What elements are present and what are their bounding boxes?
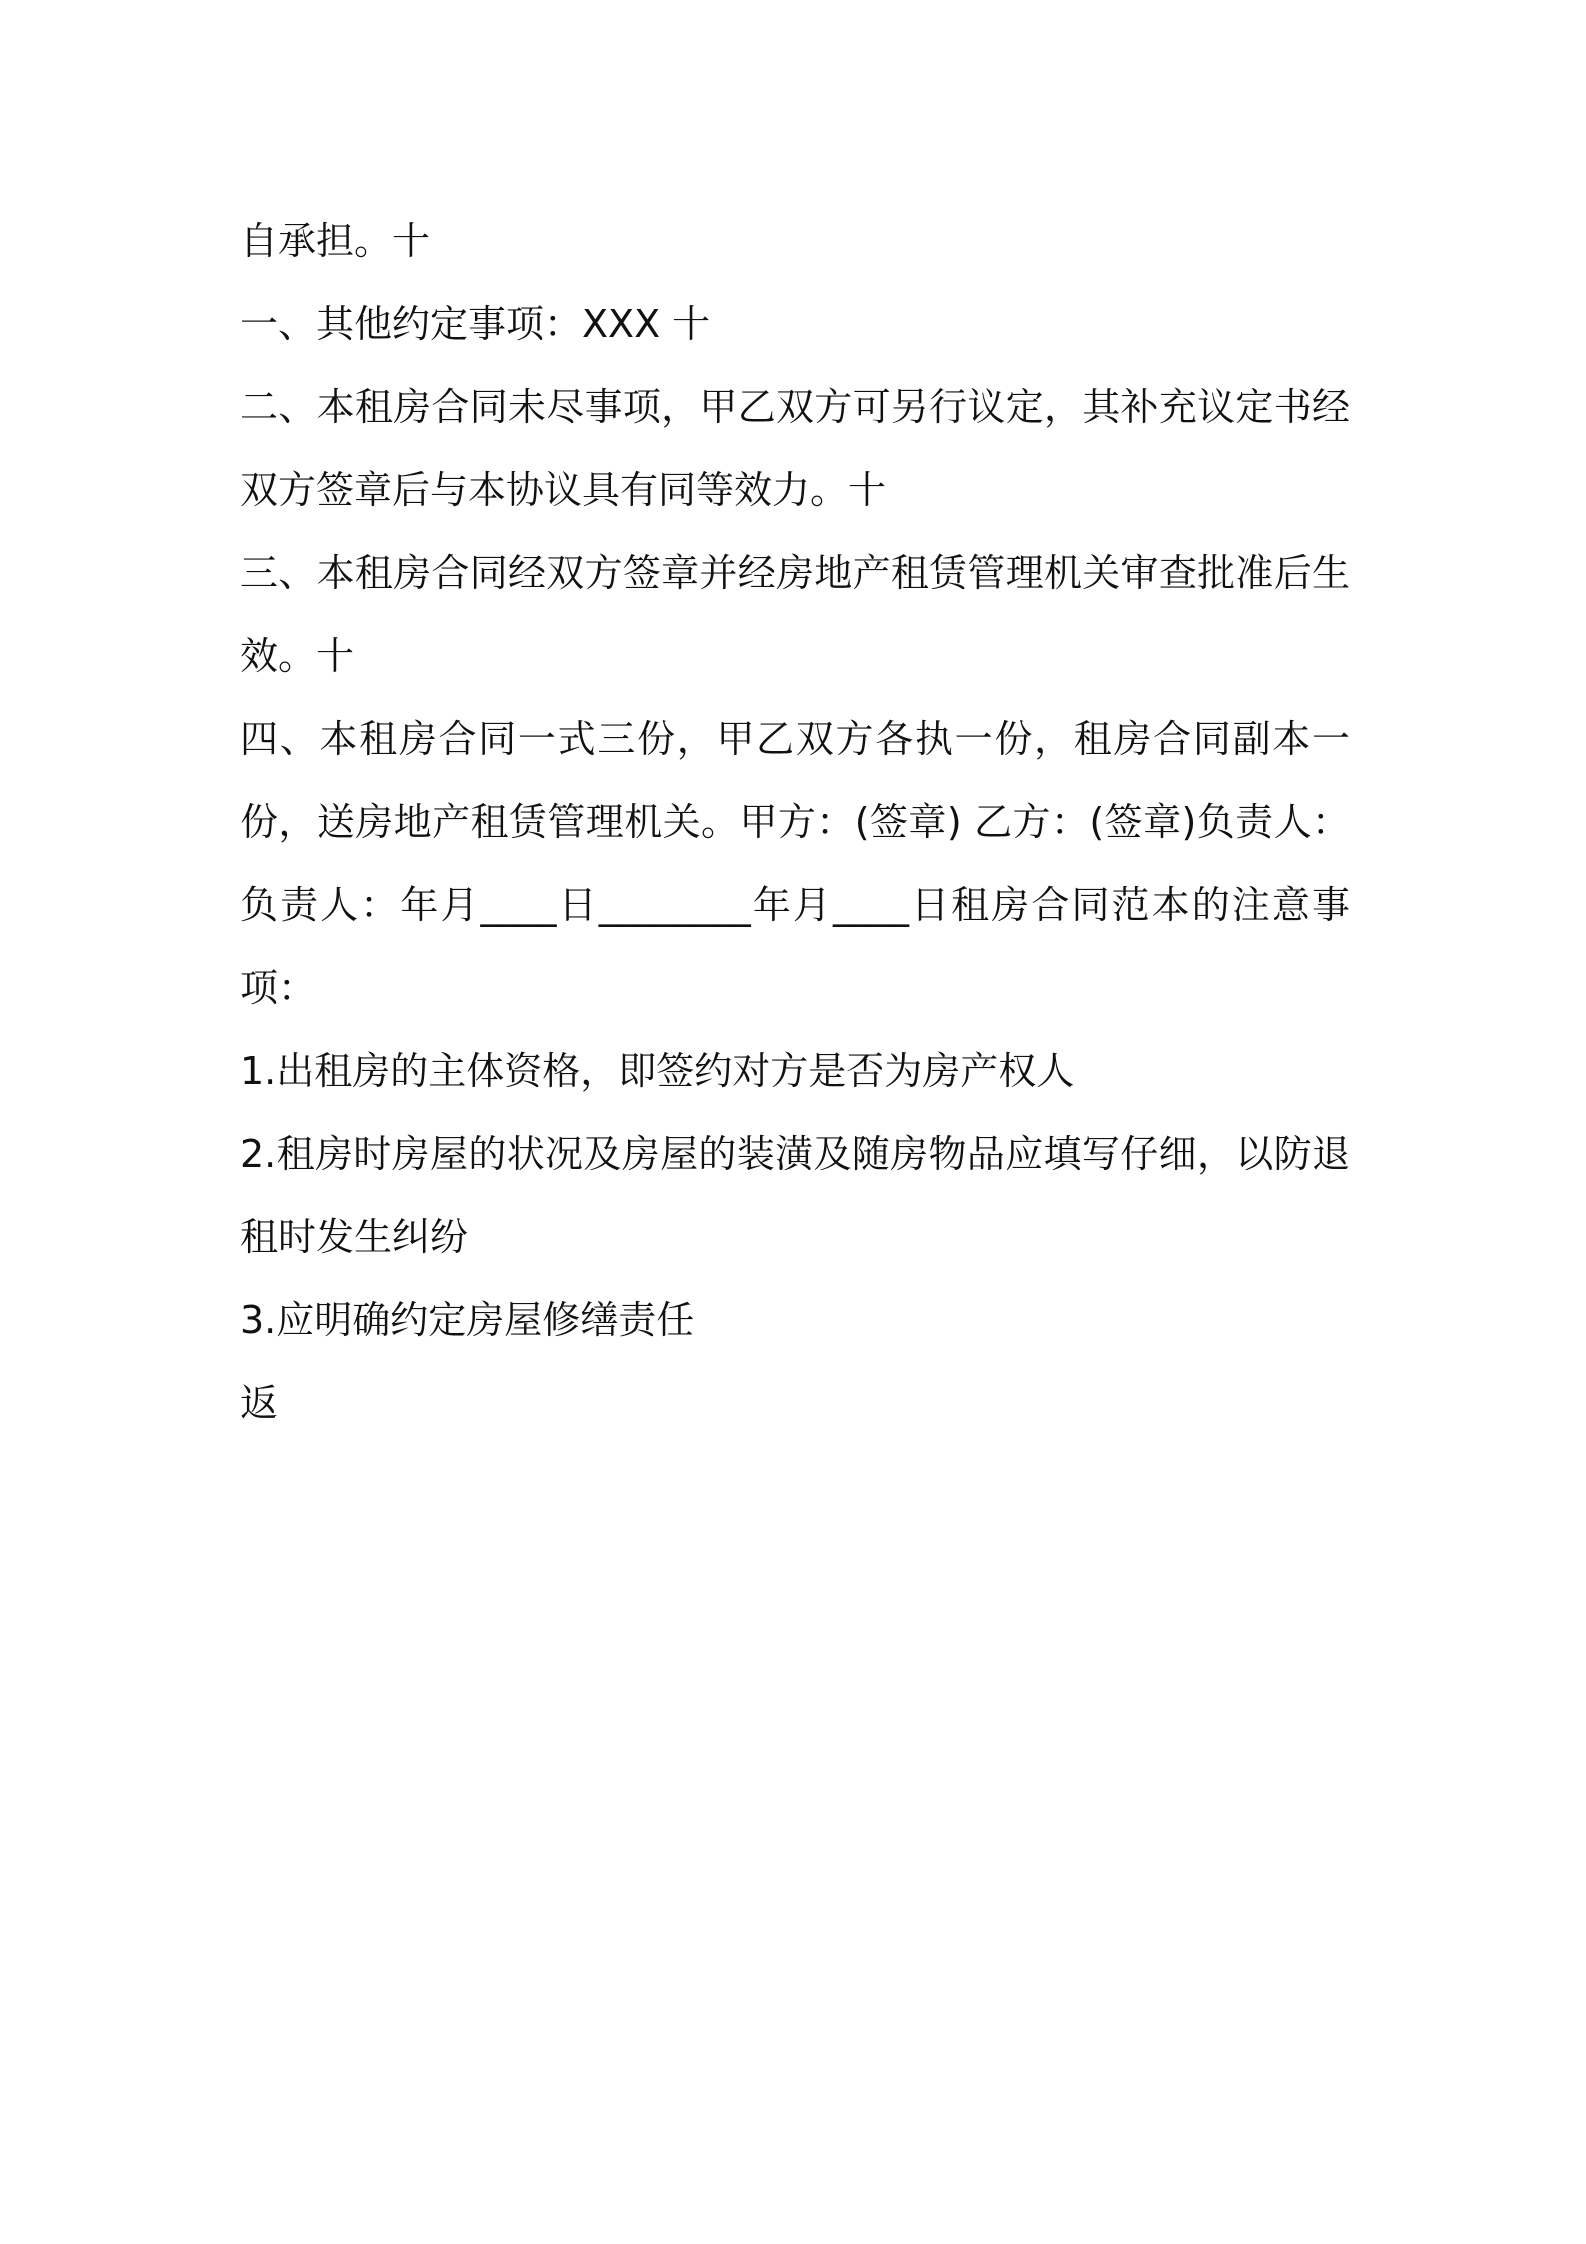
paragraph-clause-4: 四、本租房合同一式三份，甲乙双方各执一份，租房合同副本一份，送房地产租赁管理机关。甲方：(签章) 乙方：(签章)负责人：负责人：年月____日________年月____日租房合同范本的注意事项： xyxy=(240,717,1350,1010)
note-item-1: 1.出租房的主体资格，即签约对方是否为房产权人 xyxy=(240,1049,1075,1093)
paragraph-clause-2: 二、本租房合同未尽事项，甲乙双方可另行议定，其补充议定书经双方签章后与本协议具有同等效力。十 xyxy=(240,385,1350,512)
note-item-3: 3.应明确约定房屋修缮责任 xyxy=(240,1298,695,1342)
note-item-2: 2.租房时房屋的状况及房屋的装潢及随房物品应填写仔细，以防退租时发生纠纷 xyxy=(240,1132,1350,1259)
paragraph-clause-1: 一、其他约定事项：XXX 十 xyxy=(240,302,711,346)
trailing-text: 返 xyxy=(240,1381,279,1425)
document-body xyxy=(240,200,1350,1445)
paragraph-clause-3: 三、本租房合同经双方签章并经房地产租赁管理机关审查批准后生效。十 xyxy=(240,551,1350,678)
paragraph-continuation: 自承担。十 xyxy=(240,219,431,263)
